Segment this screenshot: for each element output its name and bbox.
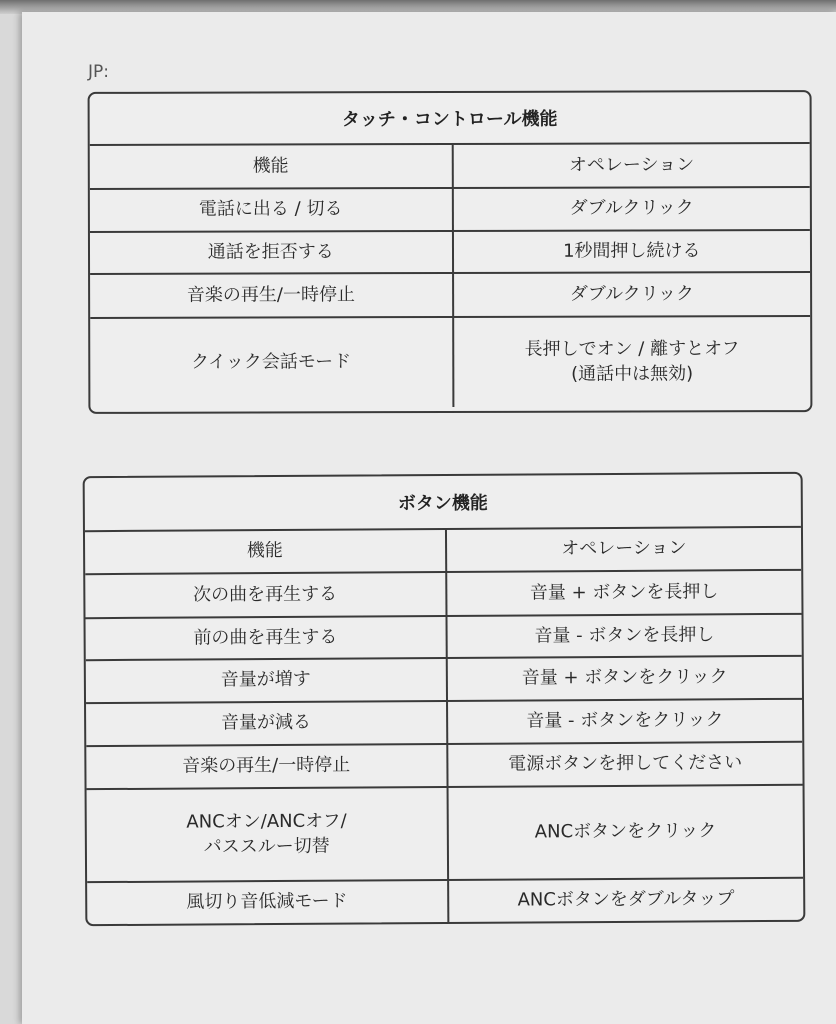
table-row — [85, 571, 801, 619]
table-row — [90, 317, 810, 408]
operation-cell: 電源ボタンを押してください — [508, 752, 743, 775]
language-label: JP: — [88, 62, 109, 82]
operation-cell: ANCボタンをダブルタップ — [517, 888, 735, 911]
function-cell: 風切り音低減モード — [87, 881, 449, 924]
operation-cell: ダブルクリック — [569, 283, 695, 305]
function-line: パススルー切替 — [203, 835, 330, 857]
column-header-function: 機能 — [90, 145, 454, 188]
table-title: ボタン機能 — [85, 474, 801, 532]
operation-cell — [454, 317, 811, 407]
operation-cell: 音量 + ボタンをクリック — [521, 666, 728, 689]
operation-cell: 音量 - ボタンをクリック — [526, 709, 724, 732]
function-line: ANCオン/ANCオフ/ — [186, 810, 347, 833]
table-row — [86, 743, 802, 790]
function-cell — [87, 788, 449, 881]
table-row — [87, 786, 804, 883]
button-functions-table — [83, 472, 806, 926]
table-row — [86, 615, 802, 661]
operation-note: (通話中は無効) — [571, 362, 694, 385]
operation-cell: 音量 + ボタンを長押し — [529, 581, 719, 604]
function-cell: 音楽の再生/一時停止 — [86, 745, 448, 788]
function-cell: クイック会話モード — [90, 318, 454, 408]
table-title: タッチ・コントロール機能 — [90, 92, 810, 146]
function-cell: 音量が増す — [86, 659, 448, 702]
function-cell: 音楽の再生/一時停止 — [90, 274, 454, 317]
operation-cell: ダブルクリック — [569, 197, 694, 220]
table-header-row — [90, 144, 810, 190]
column-header-function: 機能 — [85, 530, 447, 573]
column-header-operation: オペレーション — [561, 537, 687, 560]
table-row — [90, 188, 810, 233]
table-row — [86, 700, 802, 747]
function-cell: 次の曲を再生する — [85, 573, 447, 617]
function-cell: 前の曲を再生する — [86, 617, 448, 659]
touch-control-table — [88, 90, 813, 414]
table-header-row — [85, 528, 801, 575]
table-row — [90, 273, 810, 319]
function-cell: 音量が減る — [86, 702, 448, 745]
operation-line: 長押しでオン / 離すとオフ — [524, 338, 740, 361]
operation-cell: 音量 - ボタンを長押し — [534, 624, 715, 647]
table-row — [90, 231, 810, 275]
table-row — [86, 657, 802, 704]
operation-cell: 1秒間押し続ける — [563, 240, 701, 262]
operation-cell: ANCボタンをクリック — [534, 820, 717, 843]
column-header-operation: オペレーション — [568, 154, 695, 176]
function-cell: 通話を拒否する — [90, 232, 454, 273]
table-row — [87, 879, 803, 924]
function-cell: 電話に出る / 切る — [90, 189, 454, 231]
